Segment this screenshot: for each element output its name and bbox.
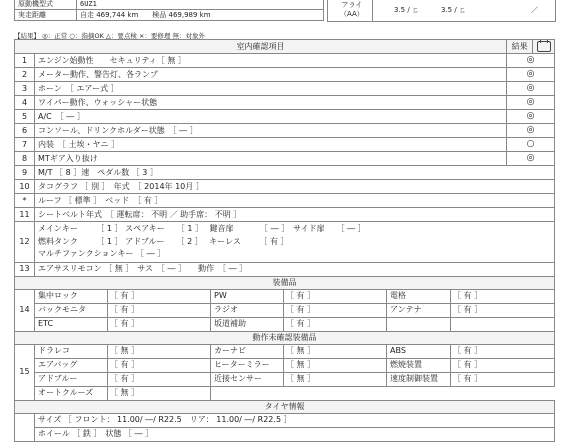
equip-value: ［ 有 ］ <box>108 358 211 372</box>
equip-value: ［ 有 ］ <box>451 344 555 358</box>
equip-name: ABS <box>387 344 451 358</box>
row-result: ◎ <box>507 110 555 124</box>
row-text: ホーン ［ エアー式 ］ <box>35 82 507 96</box>
check-row <box>15 262 555 276</box>
row-number: 9 <box>15 166 35 180</box>
equip-name: ヒーターミラー <box>211 358 284 372</box>
check-row <box>15 194 555 208</box>
check-row <box>15 124 555 138</box>
equipment-row <box>15 317 555 331</box>
row-result: ○ <box>507 138 555 152</box>
row-number: * <box>15 194 35 208</box>
engine-mileage-table <box>14 0 324 21</box>
equip-value: ［ 無 ］ <box>108 344 211 358</box>
equip-name: 近接センサー <box>211 372 284 386</box>
row-number: 2 <box>15 68 35 82</box>
row-number: 6 <box>15 124 35 138</box>
equipment-row <box>15 289 555 303</box>
row-text: エアサスリモコン ［ 無 ］ サス ［ ― ］ 動作 ［ ― ］ <box>35 262 555 276</box>
alignment-value-3: ／ <box>531 6 538 14</box>
unconfirmed-row <box>15 344 555 358</box>
tire-row <box>15 427 555 441</box>
check-row <box>15 180 555 194</box>
equip-name: 坂道補助 <box>211 317 284 331</box>
row-text: A/C ［ ― ］ <box>35 110 507 124</box>
row-number: 11 <box>15 208 35 222</box>
section-title-tire: タイヤ情報 <box>15 400 555 413</box>
engine-type-label: 原動機型式 <box>15 0 77 10</box>
equip-value: ［ 無 ］ <box>284 372 387 386</box>
equip-name: アンテナ <box>387 303 451 317</box>
row-text: MTギア入り抜け <box>35 152 507 166</box>
equip-value: ［ 有 ］ <box>108 289 211 303</box>
equip-name: ETC <box>35 317 108 331</box>
check-row <box>15 54 555 68</box>
row-result: ◎ <box>507 124 555 138</box>
result-legend: 【結果】 ◎：正常 ○：指摘OK △：要点検 ×：要修理 無：対象外 <box>14 32 205 40</box>
equip-name: PW <box>211 289 284 303</box>
equip-value: ［ 有 ］ <box>108 372 211 386</box>
check-row <box>15 208 555 222</box>
row-text: 内装 ［ 土埃・ヤニ ］ <box>35 138 507 152</box>
equip-name: 速度制御装置 <box>387 372 451 386</box>
result-column-header: 結果 <box>507 40 533 54</box>
check-row <box>15 152 555 166</box>
mileage-value: 自走 469,744 km 検品 469,989 km <box>77 10 324 21</box>
row-result: ◎ <box>507 152 555 166</box>
vehicle-info-area <box>14 0 554 21</box>
equip-name: アドブルー <box>35 372 108 386</box>
equip-value: ［ 有 ］ <box>108 303 211 317</box>
alignment-value-2: 3.5 / ㄈ <box>441 6 466 14</box>
equip-value: ［ 無 ］ <box>284 344 387 358</box>
alignment-label: アライ （AA） <box>340 1 364 18</box>
tire-size: サイズ ［ フロント： 11.00/ ―/ R22.5 リア： 11.00/ ―/ R22.5 ］ <box>35 413 555 427</box>
row-result: ◎ <box>507 54 555 68</box>
row-result: ◎ <box>507 82 555 96</box>
row-number: 1 <box>15 54 35 68</box>
equip-value: ［ 有 ］ <box>451 289 555 303</box>
row-number: 12 <box>15 222 35 263</box>
tire-row <box>15 413 555 427</box>
equip-name: カーナビ <box>211 344 284 358</box>
interior-check-table <box>14 39 555 442</box>
engine-type-value: 6UZ1 <box>77 0 324 10</box>
row-number: 10 <box>15 180 35 194</box>
check-row <box>15 138 555 152</box>
row-text: ワイパー動作、ウォッシャー状態 <box>35 96 507 110</box>
check-row <box>15 68 555 82</box>
row-result: ◎ <box>507 96 555 110</box>
row-text: タコグラフ ［ 別 ］ 年式 ［ 2014年 10月 ］ <box>35 180 555 194</box>
mileage-label: 実走距離 <box>15 10 77 21</box>
key-info-line: マルチファンクションキー ［ ― ］ <box>38 249 166 258</box>
check-row <box>15 166 555 180</box>
equip-name: ラジオ <box>211 303 284 317</box>
row-number: 13 <box>15 262 35 276</box>
key-info-line: 燃料タンク ［ 1 ］ アドブルー ［ 2 ］ キーレス ［ 有 ］ <box>38 236 289 246</box>
row-number: 5 <box>15 110 35 124</box>
row-text: エンジン始動性 セキュリティ［ 無 ］ <box>35 54 507 68</box>
row-number: 14 <box>15 289 35 331</box>
equip-value: ［ 有 ］ <box>284 317 387 331</box>
equip-name: エアバッグ <box>35 358 108 372</box>
equip-value: ［ 有 ］ <box>284 303 387 317</box>
key-info-line: メインキー ［ 1 ］ スペアキー ［ 1 ］ 鍵音扉 ［ ― ］ サイド扉 ［ ― ］ <box>38 224 366 233</box>
unconfirmed-row <box>15 372 555 386</box>
row-text: メーター動作、警告灯、各ランプ <box>35 68 507 82</box>
equip-value: ［ 有 ］ <box>284 289 387 303</box>
key-info-row <box>15 222 555 263</box>
key-info-cell <box>35 222 555 263</box>
equip-value: ［ 有 ］ <box>451 303 555 317</box>
check-row <box>15 96 555 110</box>
print-button[interactable] <box>533 40 555 54</box>
equip-value: ［ 無 ］ <box>108 386 211 400</box>
check-row <box>15 110 555 124</box>
equip-value: ［ 有 ］ <box>451 372 555 386</box>
row-text: コンソール、ドリンクホルダー状態 ［ ― ］ <box>35 124 507 138</box>
section-title-interior: 室内確認項目 <box>15 40 507 54</box>
check-row <box>15 82 555 96</box>
equip-value: ［ 有 ］ <box>108 317 211 331</box>
unconfirmed-row <box>15 358 555 372</box>
row-number: 8 <box>15 152 35 166</box>
section-title-equipment: 装備品 <box>15 276 555 289</box>
equip-value <box>451 317 555 331</box>
row-text: シートベルト年式 ［ 運転席： 不明 ／ 助手席： 不明 ］ <box>35 208 555 222</box>
equipment-row <box>15 303 555 317</box>
equip-name: オートクルーズ <box>35 386 108 400</box>
row-text: ルーフ ［ 標準 ］ ベッド ［ 有 ］ <box>35 194 555 208</box>
alignment-value-1: 3.5 / ㄈ <box>394 6 419 14</box>
equip-name: 集中ロック <box>35 289 108 303</box>
equip-name <box>387 317 451 331</box>
row-number: 7 <box>15 138 35 152</box>
row-number: 15 <box>15 344 35 400</box>
equip-name: バックモニタ <box>35 303 108 317</box>
unconfirmed-row <box>15 386 555 400</box>
equip-name: ドラレコ <box>35 344 108 358</box>
row-number: 3 <box>15 82 35 96</box>
equip-value: ［ 無 ］ <box>284 358 387 372</box>
equip-value: ［ 有 ］ <box>451 358 555 372</box>
row-number: 4 <box>15 96 35 110</box>
tire-wheel: ホイール ［ 鉄 ］ 状態 ［ ― ］ <box>35 427 555 441</box>
printer-icon <box>537 41 551 52</box>
row-result: ◎ <box>507 68 555 82</box>
equip-name: 電格 <box>387 289 451 303</box>
equip-name: 燃焼装置 <box>387 358 451 372</box>
section-title-unconfirmed: 動作未確認装備品 <box>15 331 555 344</box>
alignment-box <box>327 0 556 22</box>
row-text: M/T ［ 8 ］速 ペダル数 ［ 3 ］ <box>35 166 555 180</box>
